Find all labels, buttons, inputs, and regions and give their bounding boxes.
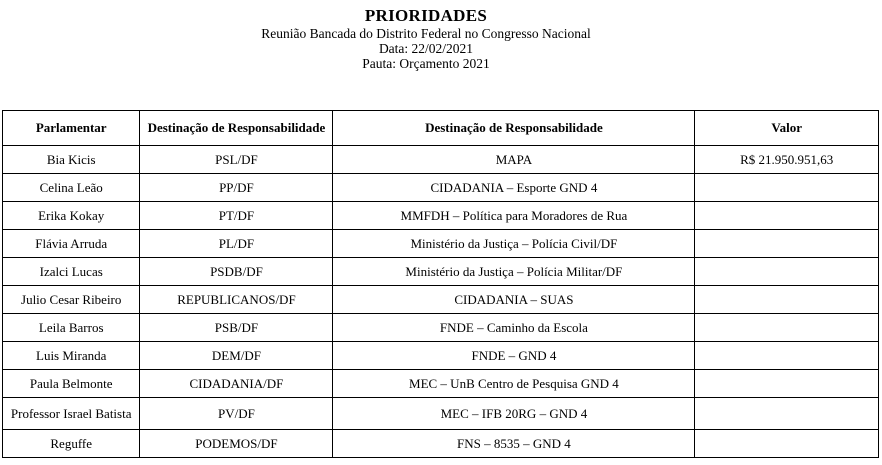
table-row [3,286,879,314]
table-row [3,370,879,398]
cell-partido: PT/DF [140,202,333,230]
cell-parlamentar: Leila Barros [3,314,140,342]
cell-valor [695,398,879,430]
cell-partido: PSB/DF [140,314,333,342]
cell-valor [695,202,879,230]
column-header-parlamentar: Parlamentar [3,111,140,146]
meeting-name: Reunião Bancada do Distrito Federal no Congresso Nacional [261,26,591,41]
cell-parlamentar: Julio Cesar Ribeiro [3,286,140,314]
table-row [3,146,879,174]
cell-parlamentar: Paula Belmonte [3,370,140,398]
cell-partido: PP/DF [140,174,333,202]
cell-valor: R$ 21.950.951,63 [695,146,879,174]
cell-valor [695,314,879,342]
cell-parlamentar: Professor Israel Batista [3,398,140,430]
column-header-partido: Destinação de Responsabilidade [140,111,333,146]
cell-valor [695,430,879,458]
cell-destinacao: MMFDH – Política para Moradores de Rua [333,202,695,230]
table-row [3,230,879,258]
meeting-agenda: Pauta: Orçamento 2021 [362,56,490,71]
column-header-valor: Valor [695,111,879,146]
cell-partido: PV/DF [140,398,333,430]
cell-valor [695,230,879,258]
cell-destinacao: CIDADANIA – Esporte GND 4 [333,174,695,202]
cell-parlamentar: Celina Leão [3,174,140,202]
cell-partido: CIDADANIA/DF [140,370,333,398]
cell-destinacao: MAPA [333,146,695,174]
cell-valor [695,370,879,398]
cell-partido: PODEMOS/DF [140,430,333,458]
cell-valor [695,174,879,202]
cell-destinacao: MEC – UnB Centro de Pesquisa GND 4 [333,370,695,398]
cell-valor [695,342,879,370]
cell-destinacao: Ministério da Justiça – Polícia Civil/DF [333,230,695,258]
cell-parlamentar: Reguffe [3,430,140,458]
table-row [3,430,879,458]
cell-destinacao: MEC – IFB 20RG – GND 4 [333,398,695,430]
cell-parlamentar: Luis Miranda [3,342,140,370]
meeting-date: Data: 22/02/2021 [378,41,474,56]
cell-destinacao: FNDE – GND 4 [333,342,695,370]
table-row [3,314,879,342]
table-row [3,342,879,370]
table-row [3,202,879,230]
cell-valor [695,258,879,286]
priorities-table [2,110,879,458]
cell-parlamentar: Bia Kicis [3,146,140,174]
cell-parlamentar: Flávia Arruda [3,230,140,258]
cell-partido: PSL/DF [140,146,333,174]
cell-partido: DEM/DF [140,342,333,370]
cell-parlamentar: Izalci Lucas [3,258,140,286]
table-header-row [3,111,879,146]
table-row [3,258,879,286]
table-row [3,174,879,202]
cell-destinacao: CIDADANIA – SUAS [333,286,695,314]
document-header [0,6,852,71]
cell-destinacao: Ministério da Justiça – Polícia Militar/DF [333,258,695,286]
cell-destinacao: FNS – 8535 – GND 4 [333,430,695,458]
column-header-destinacao: Destinação de Responsabilidade [333,111,695,146]
cell-destinacao: FNDE – Caminho da Escola [333,314,695,342]
document-title: PRIORIDADES [364,6,488,25]
cell-valor [695,286,879,314]
cell-parlamentar: Erika Kokay [3,202,140,230]
cell-partido: PSDB/DF [140,258,333,286]
cell-partido: REPUBLICANOS/DF [140,286,333,314]
cell-partido: PL/DF [140,230,333,258]
table-row [3,398,879,430]
